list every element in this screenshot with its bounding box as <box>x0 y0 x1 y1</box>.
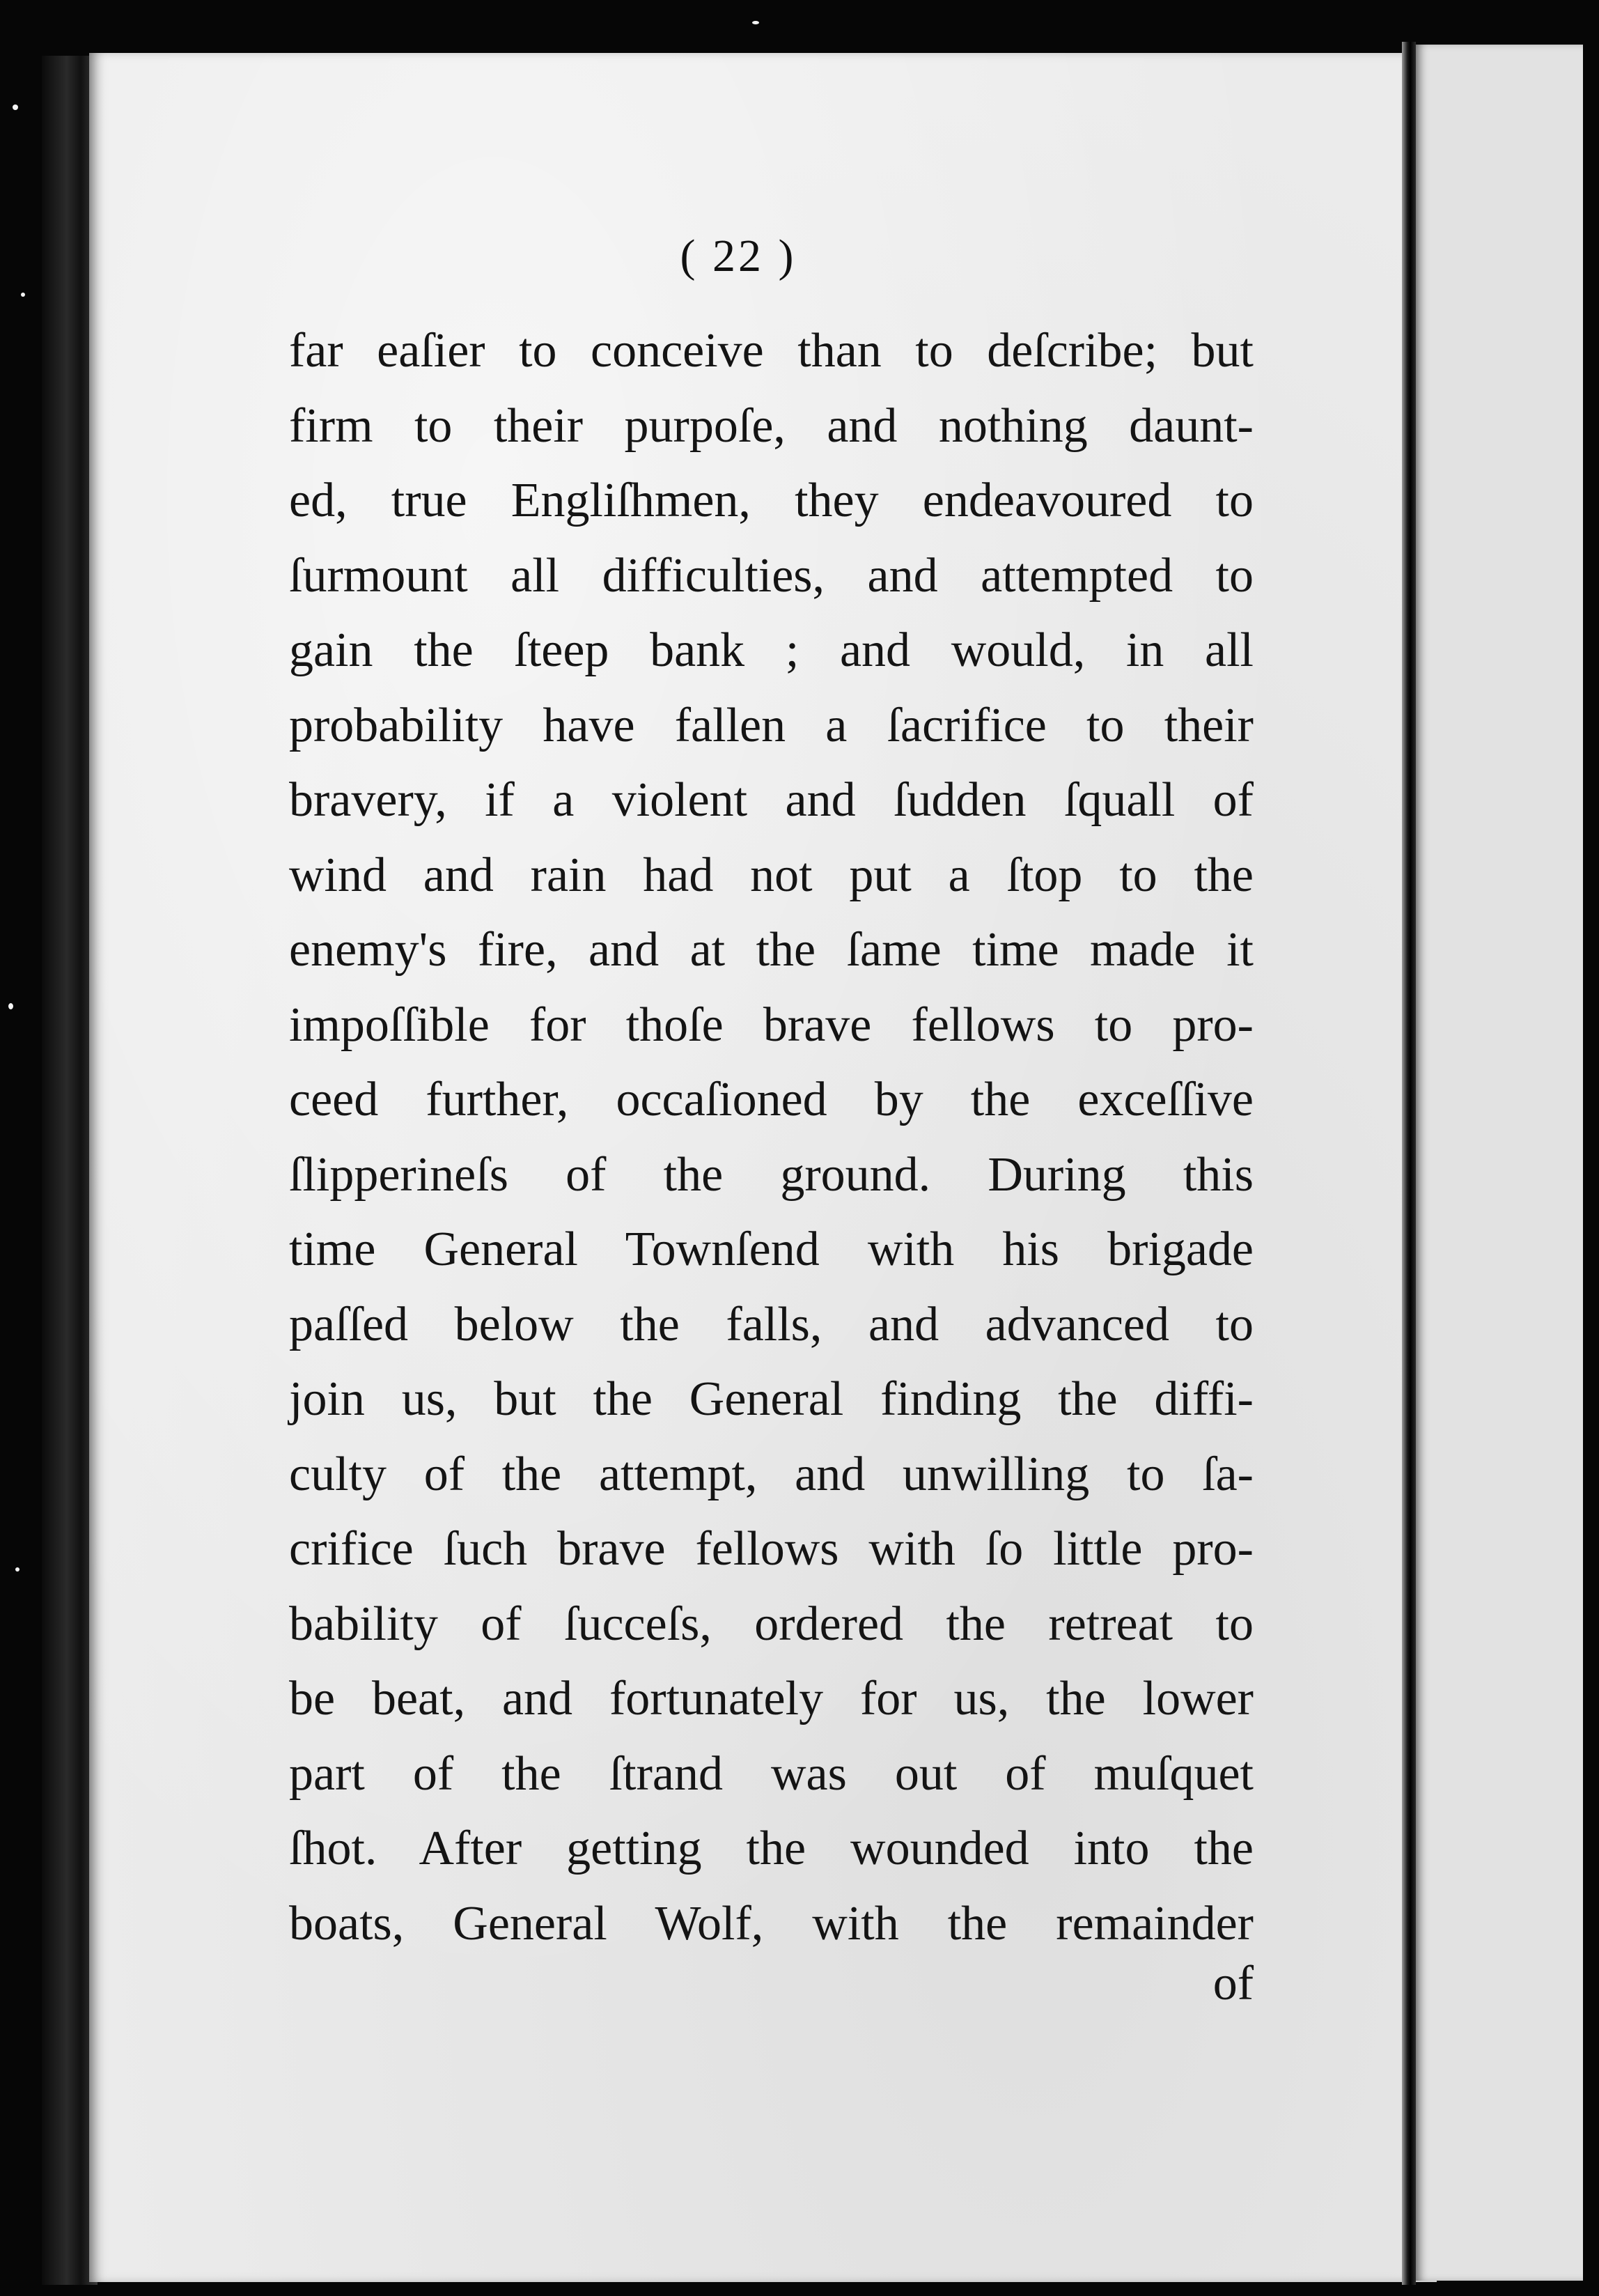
text-line: bability of ſucceſs, ordered the retreat to <box>289 1597 1254 1651</box>
page-gutter <box>1402 42 1416 2285</box>
text-line: boats, General Wolf, with the remainder <box>289 1896 1254 1950</box>
text-line: firm to their purpoſe, and nothing daunt- <box>289 398 1254 453</box>
text-line: gain the ſteep bank ; and would, in all <box>289 623 1254 677</box>
text-line: ed, true Engliſhmen, they endeavoured to <box>289 474 1254 527</box>
text-line: be beat, and fortunately for us, the lower <box>289 1672 1254 1725</box>
text-line: far eaſier to conceive than to deſcribe; but <box>289 324 1254 378</box>
text-line: join us, but the General finding the diffi- <box>289 1372 1254 1426</box>
text-line: crifice ſuch brave fellows with ſo little pro- <box>289 1522 1254 1576</box>
text-line: ſhot. After getting the wounded into the <box>289 1822 1254 1875</box>
scan-speck <box>752 21 759 24</box>
scan-speck <box>13 104 18 110</box>
page-number: ( 22 ) <box>680 231 797 281</box>
text-line: wind and rain had not put a ſtop to the <box>289 848 1254 902</box>
text-line: ſlipperineſs of the ground. During this <box>289 1147 1254 1202</box>
scan-speck <box>15 1567 20 1572</box>
body-text <box>289 313 1254 1961</box>
text-line: ſurmount all difficulties, and attempted to <box>289 548 1254 603</box>
text-line: probability have fallen a ſacrifice to their <box>289 698 1254 752</box>
text-line: enemy's fire, and at the ſame time made it <box>289 923 1254 977</box>
text-line: part of the ſtrand was out of muſquet <box>289 1746 1254 1801</box>
facing-page-edge <box>1416 45 1583 2281</box>
scan-speck <box>8 1003 13 1009</box>
text-line: bravery, if a violent and ſudden ſquall of <box>289 773 1254 827</box>
text-line: culty of the attempt, and unwilling to ſa- <box>289 1447 1254 1501</box>
text-line: time General Townſend with his brigade <box>289 1223 1254 1276</box>
text-line: paſſed below the falls, and advanced to <box>289 1297 1254 1351</box>
catchword: of <box>1212 1957 1254 2010</box>
text-line: ceed further, occaſioned by the exceſſive <box>289 1073 1254 1126</box>
text-line: impoſſible for thoſe brave fellows to pro- <box>289 998 1254 1052</box>
scan-speck <box>21 293 25 297</box>
